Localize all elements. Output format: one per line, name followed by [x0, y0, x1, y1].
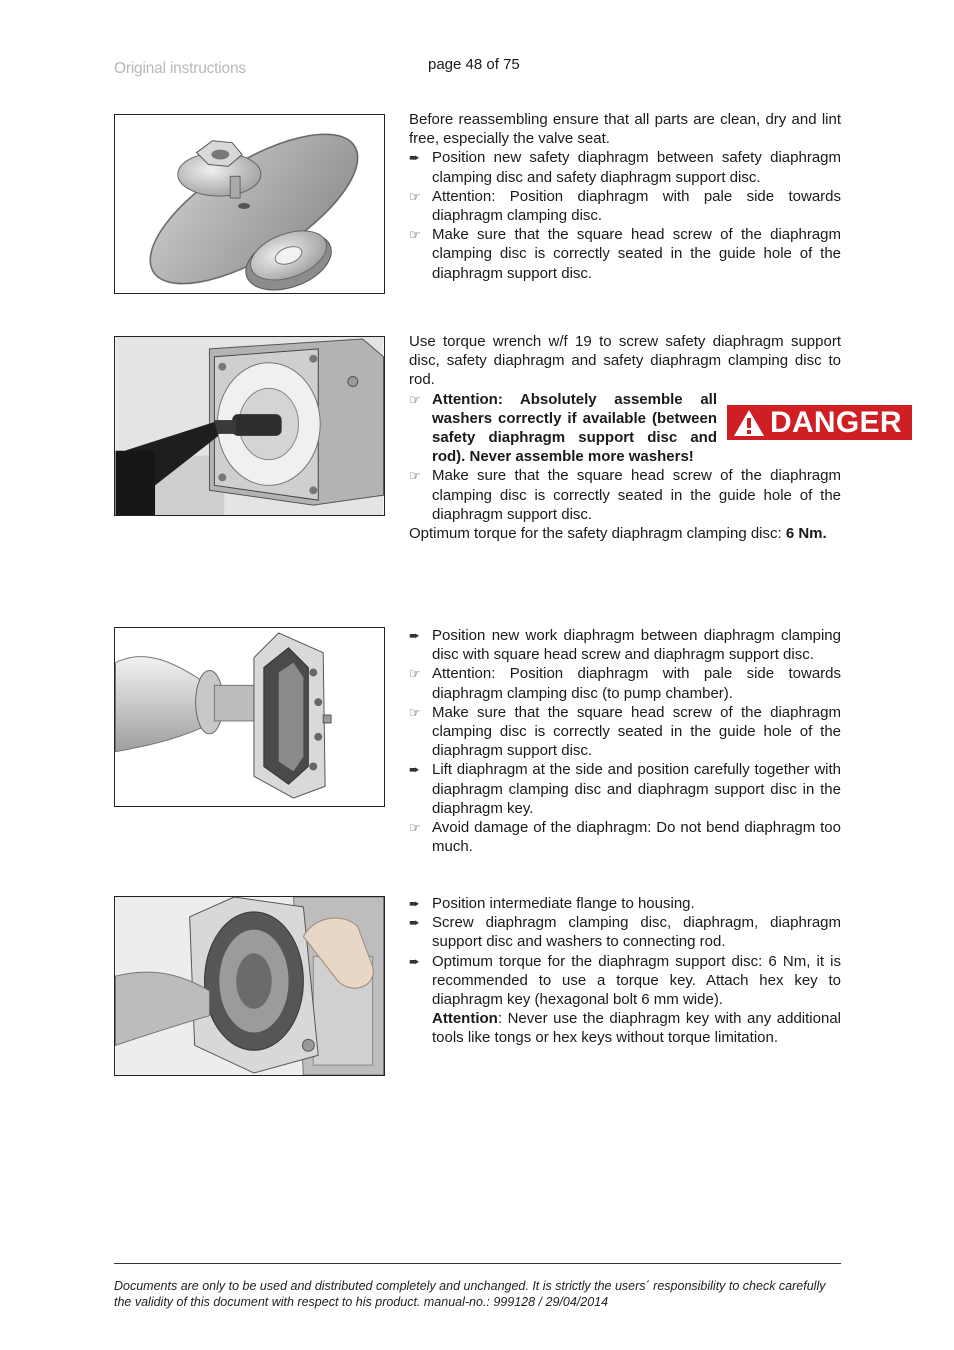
torque-note	[409, 524, 841, 543]
pointing-hand-icon: ☞	[409, 820, 421, 836]
attention-note	[409, 1009, 841, 1047]
pointing-hand-icon: ☞	[409, 188, 421, 204]
torque-note-text: Optimum torque for the safety diaphragm clamping disc:	[409, 525, 786, 543]
list-item	[409, 664, 841, 702]
list-item	[409, 703, 841, 761]
diaphragm-parts-illustration	[115, 115, 384, 293]
list-item	[409, 760, 841, 818]
footer-divider	[114, 1263, 841, 1264]
diaphragm-key-illustration	[115, 628, 384, 806]
section-1-text	[409, 110, 841, 283]
attention-note-label: Attention	[432, 1010, 498, 1028]
list-item-text: Position intermediate flange to housing.	[432, 895, 695, 912]
pointing-hand-icon: ☞	[409, 391, 421, 407]
section-1-intro: Before reassembling ensure that all parts are clean, dry and lint free, especially the valve seat.	[409, 111, 841, 148]
intermediate-flange-illustration	[115, 897, 384, 1075]
section-2-intro: Use torque wrench w/f 19 to screw safety diaphragm support disc, safety diaphragm and safety diaphragm clamping disc to rod.	[409, 333, 841, 389]
attention-item	[409, 390, 717, 467]
list-item-text: Attention: Position diaphragm with pale side towards diaphragm clamping disc (to pump chamber).	[432, 665, 841, 702]
list-item	[409, 913, 841, 951]
section-4-text	[409, 894, 841, 1048]
torque-value: 6 Nm.	[785, 525, 827, 543]
list-item-text: Position new safety diaphragm between safety diaphragm clamping disc and safety diaphragm support disc.	[432, 149, 841, 186]
list-item	[409, 626, 841, 664]
list-item	[409, 894, 841, 913]
arrow-icon: ➨	[409, 628, 420, 643]
pointing-hand-icon: ☞	[409, 704, 421, 720]
list-item	[409, 818, 841, 856]
arrow-icon: ➨	[409, 150, 420, 166]
list-item-text: Attention: Position diaphragm with pale side towards diaphragm clamping disc.	[432, 187, 841, 225]
list-item-text: Position new work diaphragm between diaphragm clamping disc with square head screw and diaphragm support disc.	[432, 627, 841, 664]
pointing-hand-icon: ☞	[409, 227, 421, 243]
list-item-text: Make sure that the square head screw of the diaphragm clamping disc is correctly seated in the guide hole of the diaphragm support disc.	[432, 703, 841, 760]
attention-note-text: : Never use the diaphragm key with any additional tools like tongs or hex keys without torque limitation.	[432, 1010, 841, 1047]
list-item-text: Make sure that the square head screw of the diaphragm clamping disc is correctly seated in the guide hole of the diaphragm support disc.	[432, 226, 841, 282]
danger-label	[727, 405, 912, 440]
photo-intermediate-flange	[114, 896, 385, 1076]
footer-disclaimer	[114, 1278, 841, 1310]
photo-torque-wrench	[114, 336, 385, 516]
section-3-text	[409, 626, 841, 856]
arrow-icon: ➨	[409, 915, 420, 931]
list-item-text: Screw diaphragm clamping disc, diaphragm, diaphragm support disc and washers to connecting rod.	[432, 914, 841, 951]
photo-safety-diaphragm-parts	[114, 114, 385, 294]
footer-line-2: the validity of this document with respect to his product. manual-no.: 999128 / 29/04/2014	[114, 1295, 609, 1309]
pointing-hand-icon: ☞	[409, 666, 421, 682]
list-item-text: Optimum torque for the diaphragm support disc: 6 Nm, it is recommended to use a torque key. Attach hex key to diaphragm key (hexagonal bolt 6 mm wide).	[432, 952, 841, 1009]
list-item-text: Avoid damage of the diaphragm: Do not bend diaphragm too much.	[432, 819, 841, 856]
page-number: page 48 of 75	[428, 56, 520, 73]
danger-word: DANGER	[770, 405, 902, 439]
torque-wrench-illustration	[115, 337, 384, 515]
warning-triangle-icon	[728, 406, 770, 439]
list-item-text: Lift diaphragm at the side and position carefully together with diaphragm clamping disc and diaphragm support disc in the diaphragm key.	[432, 761, 841, 817]
list-item-text: Make sure that the square head screw of the diaphragm clamping disc is correctly seated in the guide hole of the diaphragm support disc.	[432, 467, 841, 523]
footer-line-1: Documents are only to be used and distributed completely and unchanged. It is strictly the users´ responsibility to check carefully	[114, 1279, 826, 1293]
pointing-hand-icon: ☞	[409, 468, 421, 484]
arrow-icon: ➨	[409, 762, 420, 778]
list-item	[409, 225, 841, 283]
list-item	[409, 466, 841, 524]
arrow-icon: ➨	[409, 896, 420, 911]
arrow-icon: ➨	[409, 953, 420, 969]
list-item	[409, 952, 841, 1010]
photo-diaphragm-key	[114, 627, 385, 807]
header-document-type: Original instructions	[114, 60, 246, 77]
list-item	[409, 148, 841, 186]
attention-text: Attention: Absolutely assemble all washers correctly if available (between safety diaphragm support disc and rod). Never assemble more washers!	[432, 390, 717, 466]
list-item	[409, 187, 841, 225]
